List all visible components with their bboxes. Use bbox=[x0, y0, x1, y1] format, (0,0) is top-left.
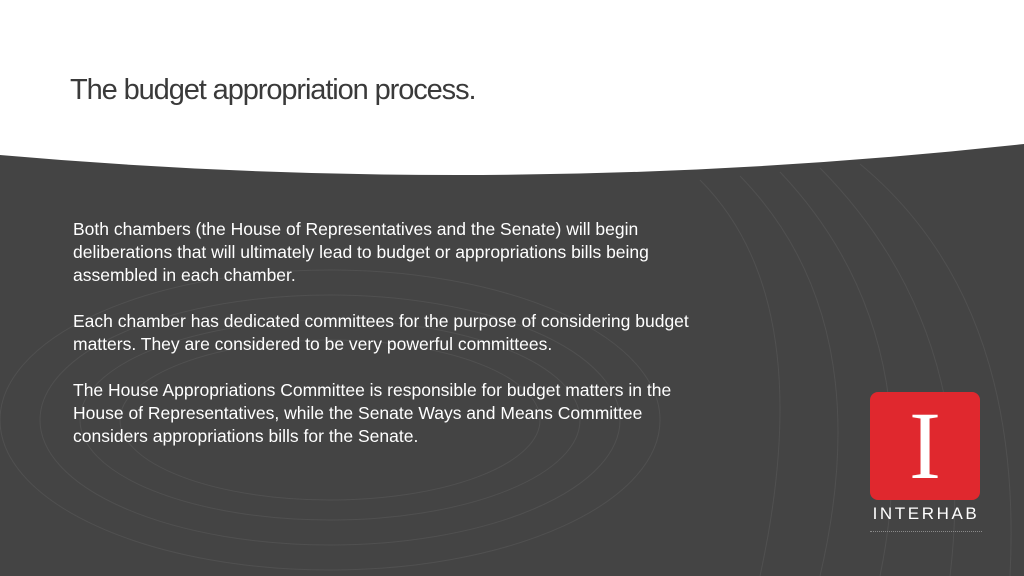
slide-body bbox=[73, 218, 703, 471]
paragraph-committees: Each chamber has dedicated committees for the purpose of considering budget matters. They are considered to be very powerful committees. bbox=[73, 311, 689, 354]
logo-tagline-decoration bbox=[870, 531, 982, 534]
paragraph-house-senate: The House Appropriations Committee is responsible for budget matters in the House of Representatives, while the Senate Ways and Means Committee considers appropriations bills for the Senate. bbox=[73, 380, 672, 446]
interhab-logo bbox=[866, 392, 986, 542]
logo-red-box bbox=[870, 392, 980, 500]
slide-title: The budget appropriation process. bbox=[70, 74, 476, 106]
logo-wordmark: INTERHAB bbox=[872, 504, 980, 523]
logo-letter: I bbox=[909, 392, 941, 499]
paragraph-chambers: Both chambers (the House of Representatives and the Senate) will begin deliberations that will ultimately lead to budget or appropriations bills being assembled in each chamber. bbox=[73, 219, 649, 285]
